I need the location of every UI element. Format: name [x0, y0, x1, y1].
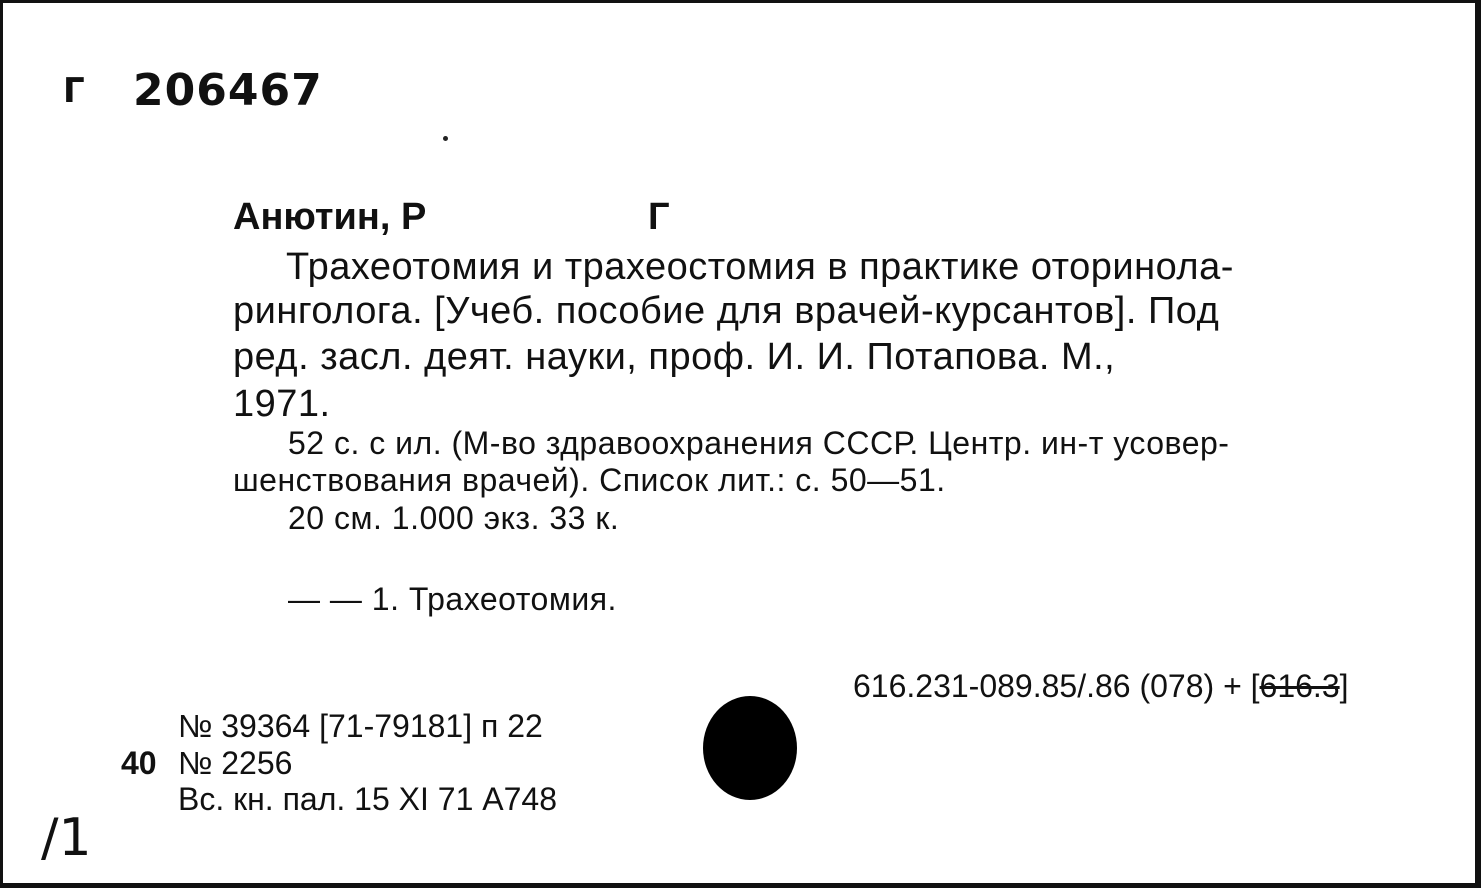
description-line-2: шенствования врачей). Список лит.: с. 50—51.	[233, 462, 946, 498]
record-prefix: 40	[121, 745, 157, 781]
library-stamp: Г	[63, 71, 85, 111]
description-line-3: 20 см. 1.000 экз. 33 к.	[288, 500, 620, 536]
subject-heading: — — 1. Трахеотомия.	[288, 581, 617, 617]
handwritten-call-number: 206467	[133, 65, 323, 116]
record-line-1: № 39364 [71-79181] п 22	[178, 708, 543, 744]
title-line-2: ринголога. [Учеб. пособие для врачей-курсантов]. Под	[233, 290, 1220, 332]
record-line-2: № 2256	[178, 745, 293, 781]
classification-struck: 616.3	[1259, 668, 1340, 704]
punch-hole	[703, 696, 797, 800]
classification-main: 616.231-089.85/.86 (078) + [	[853, 668, 1260, 704]
title-line-1: Трахеотомия и трахеостомия в практике оторинола-	[286, 246, 1234, 288]
author-initial: Г	[648, 196, 670, 238]
corner-handwritten-mark: /1	[41, 808, 92, 868]
description-line-1: 52 с. с ил. (М-во здравоохранения СССР. Центр. ин-т усовер-	[288, 425, 1230, 461]
title-line-4: 1971.	[233, 383, 331, 425]
author-surname: Анютин, Р	[233, 196, 427, 238]
classification-end: ]	[1339, 668, 1349, 704]
ink-dot	[443, 136, 448, 141]
classification-code	[853, 668, 1349, 705]
title-line-3: ред. засл. деят. науки, проф. И. И. Потапова. М.,	[233, 336, 1116, 378]
record-line-3: Вс. кн. пал. 15 XI 71 А748	[178, 781, 557, 817]
